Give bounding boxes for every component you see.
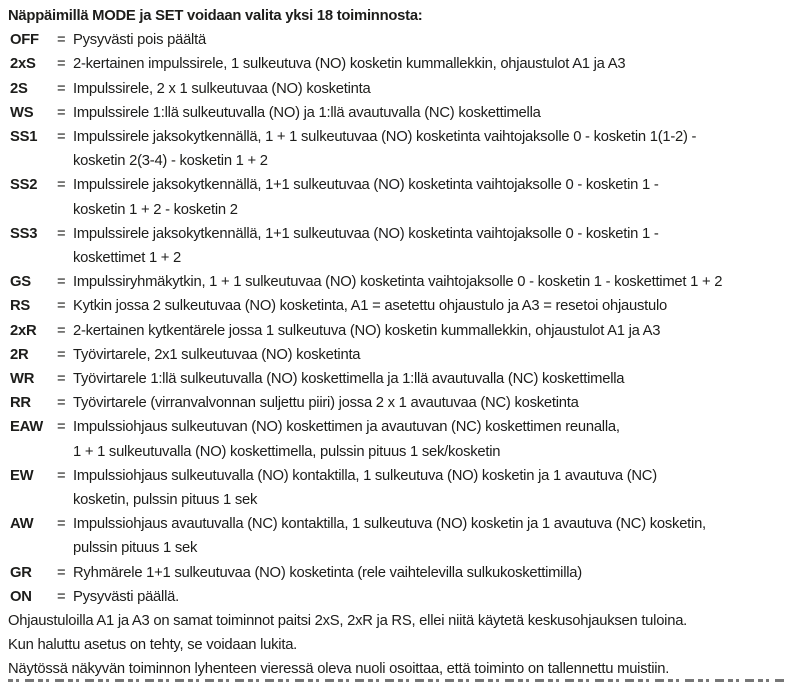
- footer-note-control-inputs: Ohjaustuloilla A1 ja A3 on samat toiminnot paitsi 2xS, 2xR ja RS, ellei niitä käytetä keskusohjauksen tuloina.: [8, 613, 688, 630]
- mode-description-line: kosketin 2(3-4) - kosketin 1 + 2: [73, 153, 268, 170]
- mode-row-off: [8, 28, 792, 52]
- mode-row-ss1: [8, 125, 792, 173]
- mode-code: 2S: [10, 80, 28, 97]
- mode-list: [8, 28, 792, 609]
- mode-code: SS3: [10, 225, 38, 242]
- mode-row-ss2: [8, 173, 792, 221]
- mode-row-aw: [8, 512, 792, 560]
- mode-description: [73, 222, 792, 270]
- mode-description: [73, 415, 792, 463]
- mode-description-line: Työvirtarele (virranvalvonnan suljettu piiri) jossa 2 x 1 avautuvaa (NC) kosketinta: [73, 395, 579, 412]
- mode-code: 2xS: [10, 56, 36, 73]
- equals-sign: =: [57, 80, 66, 97]
- mode-code: EW: [10, 467, 34, 484]
- mode-code: 2R: [10, 346, 29, 363]
- equals-sign: =: [57, 104, 66, 121]
- equals-sign: =: [57, 177, 66, 194]
- equals-sign: =: [57, 588, 66, 605]
- mode-row-2s: [8, 77, 792, 101]
- mode-row-rr: [8, 391, 792, 415]
- mode-description: [73, 101, 792, 125]
- mode-description-line: Impulssirele jaksokytkennällä, 1+1 sulkeutuvaa (NO) kosketinta vaihtojaksolle 0 - kosketin 1 -: [73, 225, 659, 242]
- mode-code: SS1: [10, 129, 38, 146]
- equals-sign: =: [57, 322, 66, 339]
- mode-description: [73, 561, 792, 585]
- mode-description-line: Ryhmärele 1+1 sulkeutuvaa (NO) kosketinta (rele vaihtelevilla sulkukoskettimilla): [73, 564, 582, 581]
- footer-note-locking: Kun haluttu asetus on tehty, se voidaan lukita.: [8, 637, 298, 654]
- mode-row-2xs: [8, 52, 792, 76]
- mode-code: GR: [10, 564, 32, 581]
- mode-row-gs: [8, 270, 792, 294]
- mode-row-eaw: [8, 415, 792, 463]
- equals-sign: =: [57, 516, 66, 533]
- equals-sign: =: [57, 298, 66, 315]
- mode-description-line: Työvirtarele, 2x1 sulkeutuvaa (NO) kosketinta: [73, 346, 361, 363]
- mode-description: [73, 367, 792, 391]
- mode-row-rs: [8, 294, 792, 318]
- equals-sign: =: [57, 32, 66, 49]
- equals-sign: =: [57, 346, 66, 363]
- footer-notes: [8, 609, 792, 682]
- mode-description-line: Kytkin jossa 2 sulkeutuvaa (NO) kosketinta, A1 = asetettu ohjaustulo ja A3 = resetoi ohjaustulo: [73, 298, 667, 315]
- mode-description-line: Pysyvästi pois päältä: [73, 32, 206, 49]
- mode-description: [73, 391, 792, 415]
- equals-sign: =: [57, 274, 66, 291]
- mode-row-gr: [8, 561, 792, 585]
- mode-description: [73, 173, 792, 221]
- mode-description-line: Impulssirele 1:llä sulkeutuvalla (NO) ja 1:llä avautuvalla (NC) koskettimella: [73, 104, 541, 121]
- footer-note-memory-arrow: Näytössä näkyvän toiminnon lyhenteen vieressä oleva nuoli osoittaa, että toiminto on tallennettu muistiin.: [8, 661, 670, 678]
- mode-description-line: Impulssirele, 2 x 1 sulkeutuvaa (NO) kosketinta: [73, 80, 371, 97]
- mode-code: RR: [10, 395, 31, 412]
- mode-code: 2xR: [10, 322, 37, 339]
- mode-description-line: Impulssiryhmäkytkin, 1 + 1 sulkeutuvaa (NO) kosketinta vaihtojaksolle 0 - kosketin 1 - koskettimet 1 + 2: [73, 274, 723, 291]
- mode-row-2xr: [8, 319, 792, 343]
- equals-sign: =: [57, 129, 66, 146]
- mode-code: RS: [10, 298, 31, 315]
- mode-row-ws: [8, 101, 792, 125]
- mode-description: [73, 294, 792, 318]
- mode-row-2r: [8, 343, 792, 367]
- equals-sign: =: [57, 395, 66, 412]
- mode-description: [73, 343, 792, 367]
- mode-description: [73, 52, 792, 76]
- page-title: Näppäimillä MODE ja SET voidaan valita yksi 18 toiminnosta:: [8, 8, 423, 24]
- mode-description: [73, 270, 792, 294]
- mode-description-line: kosketin, pulssin pituus 1 sek: [73, 492, 258, 509]
- mode-description: [73, 512, 792, 560]
- mode-description: [73, 77, 792, 101]
- equals-sign: =: [57, 371, 66, 388]
- equals-sign: =: [57, 56, 66, 73]
- mode-description-line: Työvirtarele 1:llä sulkeutuvalla (NO) koskettimella ja 1:llä avautuvalla (NC) koskettimella: [73, 371, 625, 388]
- mode-code: EAW: [10, 419, 43, 436]
- mode-description: [73, 464, 792, 512]
- mode-description-line: Impulssirele jaksokytkennällä, 1 + 1 sulkeutuvaa (NO) kosketinta vaihtojaksolle 0 - kosketin 1(1-2) -: [73, 129, 697, 146]
- mode-description: [73, 125, 792, 173]
- mode-description-line: kosketin 1 + 2 - kosketin 2: [73, 201, 238, 218]
- mode-description: [73, 28, 792, 52]
- mode-row-on: [8, 585, 792, 609]
- mode-description-line: Impulssirele jaksokytkennällä, 1+1 sulkeutuvaa (NO) kosketinta vaihtojaksolle 0 - kosketin 1 -: [73, 177, 659, 194]
- mode-code: GS: [10, 274, 31, 291]
- mode-description: [73, 585, 792, 609]
- mode-description-line: koskettimet 1 + 2: [73, 250, 182, 267]
- mode-description-line: 1 + 1 sulkeutuvalla (NO) koskettimella, pulssin pituus 1 sek/kosketin: [73, 443, 501, 460]
- mode-description-line: Impulssiohjaus sulkeutuvan (NO) koskettimen ja avautuvan (NC) koskettimen reunalla,: [73, 419, 620, 436]
- mode-description-line: 2-kertainen impulssirele, 1 sulkeutuva (NO) kosketin kummallekkin, ohjaustulot A1 ja A3: [73, 56, 626, 73]
- mode-row-ew: [8, 464, 792, 512]
- mode-description: [73, 319, 792, 343]
- mode-row-wr: [8, 367, 792, 391]
- mode-description-line: pulssin pituus 1 sek: [73, 540, 198, 557]
- mode-code: ON: [10, 588, 32, 605]
- equals-sign: =: [57, 467, 66, 484]
- mode-description-line: Impulssiohjaus sulkeutuvalla (NO) kontaktilla, 1 sulkeutuva (NO) kosketin ja 1 avautuva (NC): [73, 467, 657, 484]
- mode-code: SS2: [10, 177, 38, 194]
- equals-sign: =: [57, 564, 66, 581]
- mode-row-ss3: [8, 222, 792, 270]
- mode-code: OFF: [10, 32, 39, 49]
- equals-sign: =: [57, 225, 66, 242]
- mode-code: WS: [10, 104, 34, 121]
- mode-description-line: Impulssiohjaus avautuvalla (NC) kontaktilla, 1 sulkeutuva (NO) kosketin ja 1 avautuva (NC) kosketin,: [73, 516, 706, 533]
- mode-code: WR: [10, 371, 35, 388]
- equals-sign: =: [57, 419, 66, 436]
- mode-code: AW: [10, 516, 34, 533]
- mode-description-line: 2-kertainen kytkentärele jossa 1 sulkeutuva (NO) kosketin kummallekkin, ohjaustulot A1 ja A3: [73, 322, 661, 339]
- mode-description-line: Pysyvästi päällä.: [73, 588, 179, 605]
